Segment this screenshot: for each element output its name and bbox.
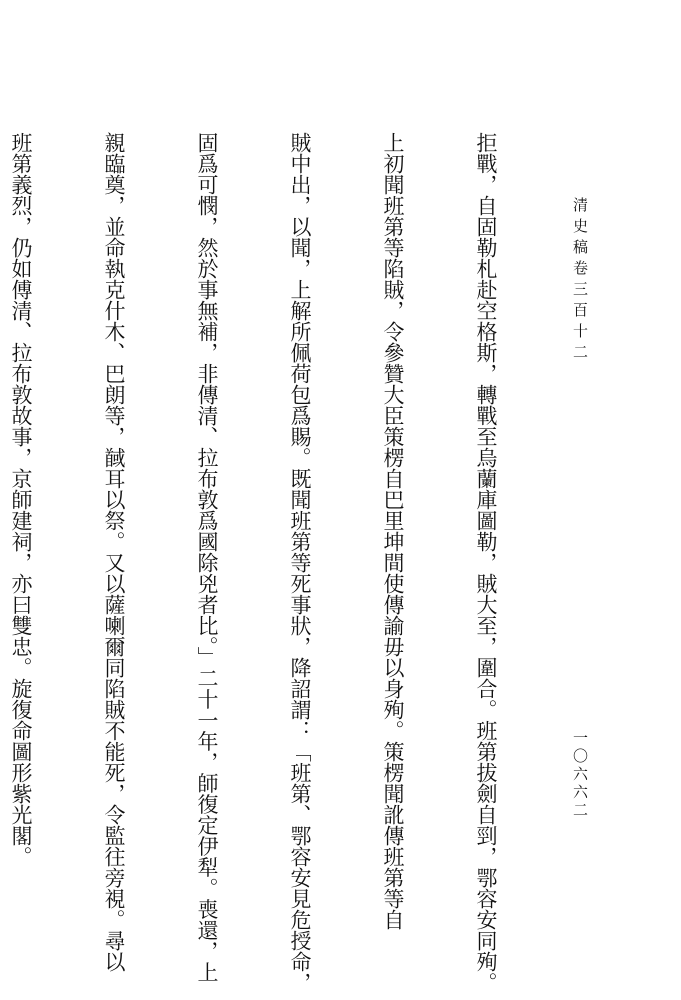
text-column: 拒戰，自固勒札赴空格斯，轉戰至烏蘭庫圖勒，賊大至，圍合。班第拔劍自剄，鄂容安同殉。: [474, 132, 498, 993]
text-column: 賊中出，以聞，上解所佩荷包爲賜。既聞班第等死事狀，降詔謂：「班第、鄂容安見危授命，: [288, 132, 312, 993]
text-column: 班第義烈，仍如傅清、拉布敦故事，京師建祠，亦曰雙忠。旋復命圖形紫光閣。: [9, 132, 33, 867]
page-number: 一〇六六二: [571, 730, 589, 820]
text-column: 固爲可憫，然於事無補，非傳清、拉布敦爲國除兇者比。」二十一年，師復定伊犁。喪還，上: [195, 132, 219, 983]
book-title: 清史稿卷三百十二: [571, 197, 589, 365]
text-column: 親臨奠，並命執克什木、巴朗等，馘耳以祭。又以薩喇爾同陷賊不能死，令監往旁視。尋以: [102, 132, 126, 972]
text-column: 上初聞班第等陷賊，令參贊大臣策楞自巴里坤間使傳諭毋以身殉。策楞聞訛傳班第等自: [381, 132, 405, 930]
body-text: [9, 132, 563, 993]
